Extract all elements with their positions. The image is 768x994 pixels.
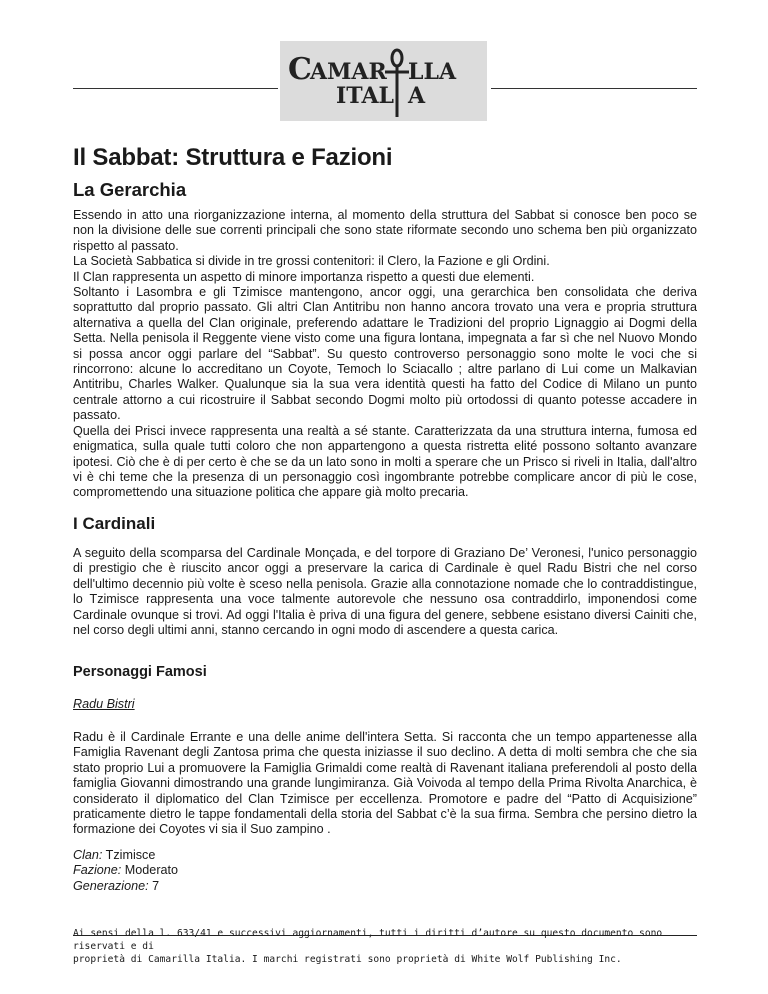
copyright-footer bbox=[73, 927, 697, 966]
paragraph: A seguito della scomparsa del Cardinale Monçada, e del torpore di Graziano De’ Veronesi, l'unico personaggio di prestigio che è riuscito ancor oggi a preservare la carica di Cardinale è quel Radu Bistri che nel corso dell'ultimo decennio più volte è sceso nella penisola. Grazie alla connotazione nomade che lo contraddistingue, lo Tzimisce rappresenta una voce talmente autorevole che nessuno osa contraddirlo, imponendosi come Cardinale ovunque si trovi. Ad oggi l'Italia è priva di una figura del genere, sebbene esistano diversi Cainiti che, nel corso degli ultimi anni, stanno cercando in ogni modo di ascendere a questa carica. bbox=[73, 546, 697, 638]
stat-label: Generazione: bbox=[73, 878, 149, 893]
header-rule-left bbox=[73, 88, 278, 89]
stat-fazione bbox=[73, 863, 178, 878]
section-heading-cardinali: I Cardinali bbox=[73, 514, 156, 533]
section-cardinali-body bbox=[73, 546, 697, 638]
header-rule-right bbox=[491, 88, 697, 89]
character-stats bbox=[73, 848, 178, 894]
stat-value: Moderato bbox=[121, 863, 179, 878]
section-heading-gerarchia: La Gerarchia bbox=[73, 179, 187, 200]
document-title: Il Sabbat: Struttura e Fazioni bbox=[73, 144, 393, 171]
paragraph: Il Clan rappresenta un aspetto di minore importanza rispetto a questi due elementi. bbox=[73, 269, 535, 284]
stat-label: Clan: bbox=[73, 848, 103, 862]
paragraph: Soltanto i Lasombra e gli Tzimisce mantengono, ancor oggi, una gerarchica ben consolidata che deriva soprattutto dal proprio passato. Gli altri Clan Antitribu non hanno ancora trovato una vera e propria struttura alternativa a quella del Clan originale, preferendo adattare le Tradizioni del proprio Lignaggio ai Dogmi della Setta. Nella penisola il Reggente viene visto come una figura lontana, impegnata a far sì che nel Nuovo Mondo si possa ancor oggi parlare del “Sabbat”. Su questo controverso personaggio sono molte le voci che si rincorrono: alcune lo accreditano un Coyote, Temoch lo Sciacallo ; altre parlano di Lui come un Malkavian Antitribu, Charles Walker. Qualunque sia la sua vera identità questi ha fatto del Codice di Milano un punto centrale attorno a cui ricostruire il Sabbat secondo Dogmi molto più ortodossi di quanto potesse accadere in passato. bbox=[73, 285, 697, 423]
stat-label: Fazione: bbox=[73, 863, 122, 878]
footer-line-2: proprietà di Camarilla Italia. I marchi registrati sono proprietà di White Wolf Publishing Inc. bbox=[73, 954, 622, 965]
paragraph: Quella dei Prisci invece rappresenta una realtà a sé stante. Caratterizzata da una struttura interna, fumosa ed enigmatica, sulla quale tutti coloro che non appartengono a questa ristretta elité possono soltanto avanzare ipotesi. Ciò che è di per certo è che se da un lato sono in molti a sperare che un Prisco si riveli in Italia, dall'altro vi è chi teme che la presenza di un personaggio così ingombrante potrebbe complicare ancor di più le cose, compromettendo una situazione politica che appare già molto precaria. bbox=[73, 423, 697, 500]
page-header bbox=[73, 0, 697, 125]
svg-text:LLA: LLA bbox=[408, 59, 457, 85]
footer-line-1: Ai sensi della l. 633/41 e successivi aggiornamenti, tutti i diritti d’autore su questo documento sono riservati e di bbox=[73, 928, 663, 952]
svg-text:ITAL: ITAL bbox=[336, 83, 394, 109]
document-page bbox=[73, 0, 697, 965]
paragraph: Radu è il Cardinale Errante e una delle anime dell'intera Setta. Si racconta che un tempo appartenesse alla Famiglia Ravenant degli Zantosa prima che questa iniziasse il suo declino. A detta di molti sembra che che sia stato proprio Lui a promuovere la Famiglia Grimaldi come realtà di Ravenant italiana preferendoli al posto della famiglia Giovanni dimostrando una grande lungimiranza. Già Voivoda al tempo della Prima Rivolta Anarchica, è considerato il diplomatico del Clan Tzimisce per eccellenza. Promotore e padre del “Patto di Acquisizione” praticamente dietro le tappe fondamentali della storia del Sabbat c’è la sua firma. Sembra che persino dietro la formazione dei Coyotes vi sia il Suo zampino . bbox=[73, 730, 697, 837]
camarilla-italia-logo bbox=[280, 41, 487, 121]
stat-value: 7 bbox=[148, 878, 160, 893]
section-gerarchia-body bbox=[73, 208, 697, 501]
footer-strike-line bbox=[73, 935, 697, 936]
paragraph: Essendo in atto una riorganizzazione interna, al momento della struttura del Sabbat si conosce ben poco se non la divisione delle sue correnti principali che sono state riformate secondo uno schema ben più organizzato rispetto al passato. bbox=[73, 208, 697, 253]
character-description bbox=[73, 730, 697, 838]
paragraph: La Società Sabbatica si divide in tre grossi contenitori: il Clero, la Fazione e gli Ordini. bbox=[73, 254, 550, 269]
svg-text:C: C bbox=[288, 52, 312, 87]
stat-clan bbox=[73, 848, 178, 863]
character-name: Radu Bistri bbox=[73, 697, 135, 711]
svg-text:A: A bbox=[408, 83, 426, 109]
svg-text:AMAR: AMAR bbox=[310, 59, 387, 85]
stat-generazione bbox=[73, 879, 178, 894]
stat-value: Tzimisce bbox=[102, 848, 156, 862]
section-heading-personaggi-famosi: Personaggi Famosi bbox=[73, 664, 207, 680]
